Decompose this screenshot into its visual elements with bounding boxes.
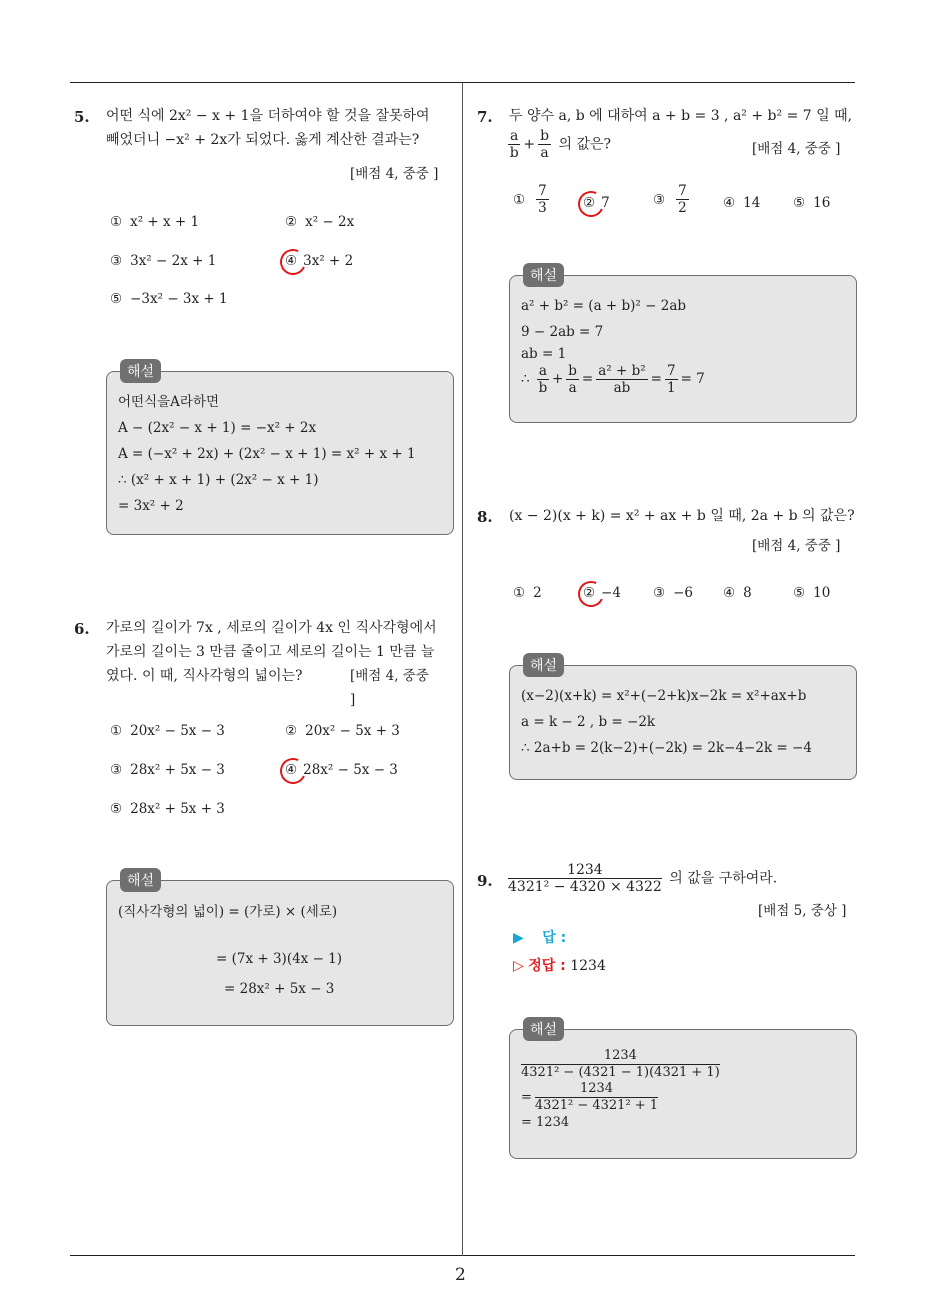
choice-4[interactable] (723, 195, 760, 211)
choice-text: 28x² + 5x + 3 (130, 801, 225, 817)
choice-mark: ③ (110, 253, 123, 269)
solution-line (521, 1081, 720, 1114)
solution-text (521, 683, 812, 761)
solution-tag: 해설 (523, 653, 564, 677)
denominator: b (538, 380, 548, 396)
solution-result: = 7 (680, 371, 705, 387)
solution-tag: 해설 (120, 868, 161, 892)
numerator: b (568, 363, 577, 379)
score-label: [배점 4, 중중 ] (350, 166, 439, 182)
column-divider (462, 83, 463, 1256)
question-tail: 의 값을 구하여라. (669, 870, 778, 887)
choice-mark: ③ (110, 762, 123, 778)
solution-line: = (7x + 3)(4x − 1) (216, 951, 343, 967)
fraction (535, 1081, 658, 1114)
choice-5[interactable] (793, 195, 830, 211)
choice-5[interactable] (110, 291, 228, 307)
question-number: 6. (74, 620, 90, 638)
solution-line: ab = 1 (521, 346, 567, 362)
denominator: 4321² − (4321 − 1)(4321 + 1) (521, 1065, 720, 1080)
fraction (508, 862, 662, 895)
choice-1[interactable] (110, 214, 199, 230)
choice-text: 10 (813, 585, 831, 601)
question-line: 가로의 길이가 7x , 세로의 길이가 4x 인 직사각형에서 (106, 620, 437, 636)
choice-mark: ③ (653, 191, 666, 208)
score-label: [배점 4, 중중 ] (350, 668, 429, 708)
choice-2[interactable] (285, 723, 400, 739)
fraction (665, 363, 678, 396)
question-text (106, 616, 437, 708)
solution-line: (x−2)(x+k) = x²+(−2+k)x−2k = x²+ax+b (521, 688, 807, 704)
solution-line: a = k − 2 , b = −2k (521, 714, 656, 730)
score-label: [배점 4, 중중 ] (752, 141, 841, 157)
solution-tag: 해설 (523, 263, 564, 287)
choice-mark: ⑤ (110, 801, 123, 817)
choice-text: 8 (743, 585, 752, 601)
answer-label: 답 : (542, 930, 567, 946)
denominator: a (568, 380, 577, 396)
choice-text: 28x² + 5x − 3 (130, 762, 225, 778)
answer-circle-mark: ④ (285, 762, 298, 778)
numerator: 1234 (535, 1081, 658, 1098)
numerator: 1234 (521, 1048, 720, 1065)
solution-line: 9 − 2ab = 7 (521, 324, 604, 340)
choice-text: 14 (743, 195, 761, 211)
choice-mark: ⑤ (793, 195, 806, 211)
choice-text: 16 (813, 195, 831, 211)
numerator: b (540, 128, 550, 144)
denominator: b (509, 145, 519, 161)
solution-line (521, 1048, 720, 1081)
choice-text: −6 (673, 585, 694, 601)
numerator: a (510, 128, 519, 144)
numerator: a (538, 363, 547, 379)
fraction (537, 363, 549, 396)
numerator: 7 (666, 363, 676, 379)
score-label: [배점 5, 중상 ] (758, 903, 847, 919)
choice-text: x² + x + 1 (130, 214, 200, 230)
choice-text: x² − 2x (305, 214, 355, 230)
question-number: 9. (477, 872, 493, 890)
answer-circle-mark: ② (583, 585, 596, 601)
correct-answer-row (513, 955, 606, 975)
solution-text (521, 293, 705, 396)
numerator: 1234 (508, 862, 662, 879)
question-line-text: 였다. 이 때, 직사각형의 넓이는? (106, 668, 303, 684)
choice-mark: ① (513, 191, 526, 208)
choice-mark: ① (513, 585, 526, 601)
numerator: a² + b² (598, 363, 646, 379)
choice-3[interactable] (653, 183, 692, 216)
fraction (596, 363, 647, 396)
choice-mark: ② (285, 723, 298, 739)
score-label: [배점 4, 중중 ] (752, 538, 841, 554)
solution-line: A = (−x² + 2x) + (2x² − x + 1) = x² + x + 1 (118, 446, 416, 462)
solution-line: (직사각형의 넓이) = (가로) × (세로) (118, 904, 338, 920)
choice-text: 28x² − 5x − 3 (303, 762, 398, 778)
choice-mark: ② (285, 214, 298, 230)
question-line (106, 664, 437, 708)
solution-text (521, 1048, 720, 1132)
choice-3[interactable] (110, 253, 216, 269)
choice-mark: ④ (723, 585, 736, 601)
question-text: 두 양수 a, b 에 대하여 a + b = 3 , a² + b² = 7 일 때, (509, 108, 853, 124)
denominator: 2 (678, 200, 687, 216)
solution-line: = 1234 (521, 1115, 570, 1130)
question-number: 7. (477, 108, 493, 126)
question-line: 빼었더니 −x² + 2x가 되었다. 옳게 계산한 결과는? (106, 132, 420, 148)
choice-2[interactable] (285, 214, 354, 230)
page-number: 2 (455, 1265, 466, 1285)
solution-line: ∴ $\frac{a}{b}$ + $\frac{b}{a}$ = $\frac{\text{a² + b²}}{ab}$ = $\frac{7}{1}$ = 7 (521, 363, 705, 396)
choice-3[interactable] (110, 762, 225, 778)
choice-2-selected[interactable] (583, 195, 610, 211)
choice-4[interactable] (723, 585, 752, 601)
numerator: 7 (538, 183, 547, 199)
choice-text: 2 (533, 585, 542, 601)
question-text (505, 862, 777, 895)
choice-text: 7 (601, 195, 610, 211)
fraction (521, 1048, 720, 1081)
fraction (508, 128, 520, 161)
choice-1[interactable] (513, 183, 552, 216)
answer-circle-mark: ④ (285, 253, 298, 269)
play-arrow-icon: ▶ (513, 930, 524, 946)
choice-mark: ④ (723, 195, 736, 211)
denominator: a (540, 145, 549, 161)
solution-line: ∴ 2a+b = 2(k−2)+(−2k) = 2k−4−2k = −4 (521, 740, 812, 756)
solution-line: 어떤식을A라하면 (118, 394, 220, 410)
choice-5[interactable] (793, 585, 830, 601)
choice-mark: ③ (653, 585, 666, 601)
therefore-symbol: ∴ (521, 371, 530, 387)
solution-line: ∴ (x² + x + 1) + (2x² − x + 1) (118, 472, 319, 488)
choice-text: −4 (601, 585, 622, 601)
choice-mark: ① (110, 723, 123, 739)
solution-text (118, 389, 416, 519)
question-line: 가로의 길이는 3 만큼 줄이고 세로의 길이는 1 만큼 늘 (106, 644, 435, 660)
solution-line: = 3x² + 2 (118, 498, 184, 514)
choice-1[interactable] (513, 585, 542, 601)
correct-answer-label: 정답 : (528, 958, 566, 974)
correct-answer-value: 1234 (570, 958, 606, 974)
fraction (566, 363, 579, 396)
choice-text: 3x² + 2 (303, 253, 354, 269)
answer-circle-mark: ② (583, 195, 596, 211)
question-number: 8. (477, 508, 493, 526)
question-line: 어떤 식에 2x² − x + 1을 더하여야 할 것을 잘못하여 (106, 108, 430, 124)
choice-4-selected[interactable] (285, 253, 353, 269)
choice-text: 20x² − 5x − 3 (130, 723, 225, 739)
choice-text: −3x² − 3x + 1 (130, 291, 228, 307)
choice-3[interactable] (653, 585, 693, 601)
denominator: 4321² − 4321² + 1 (534, 1098, 659, 1113)
question-text (106, 104, 430, 152)
answer-row[interactable] (513, 927, 566, 947)
choice-mark: ① (110, 214, 123, 230)
choice-mark: ⑤ (793, 585, 806, 601)
denominator: 4321² − 4320 × 4322 (508, 879, 662, 895)
choice-mark: ⑤ (110, 291, 123, 307)
solution-line: A − (2x² − x + 1) = −x² + 2x (118, 420, 317, 436)
choice-text: 20x² − 5x + 3 (305, 723, 400, 739)
solution-line: a² + b² = (a + b)² − 2ab (521, 298, 687, 314)
numerator: 7 (678, 183, 687, 199)
solution-tag: 해설 (523, 1017, 564, 1041)
choice-5[interactable] (110, 801, 225, 817)
question-number: 5. (74, 108, 90, 126)
fraction (536, 183, 549, 216)
choice-text: 3x² − 2x + 1 (130, 253, 217, 269)
solution-tag: 해설 (120, 359, 161, 383)
denominator: 3 (538, 200, 547, 216)
denominator: ab (613, 380, 631, 396)
outline-arrow-icon: ▷ (513, 958, 524, 974)
equals-sign: = (521, 1090, 532, 1105)
choice-2-selected[interactable] (583, 585, 621, 601)
choice-1[interactable] (110, 723, 225, 739)
fraction (676, 183, 689, 216)
question-tail: 의 값은? (558, 136, 612, 153)
question-line-2: $\frac{a}{b}$ + $\frac{b}{a}$ 의 값은? (509, 128, 612, 161)
fraction (538, 128, 551, 161)
question-text: (x − 2)(x + k) = x² + ax + b 일 때, 2a + b 의 값은? (509, 508, 855, 524)
choice-4-selected[interactable] (285, 762, 398, 778)
denominator: 1 (666, 380, 676, 396)
solution-line: = 28x² + 5x − 3 (224, 981, 335, 997)
